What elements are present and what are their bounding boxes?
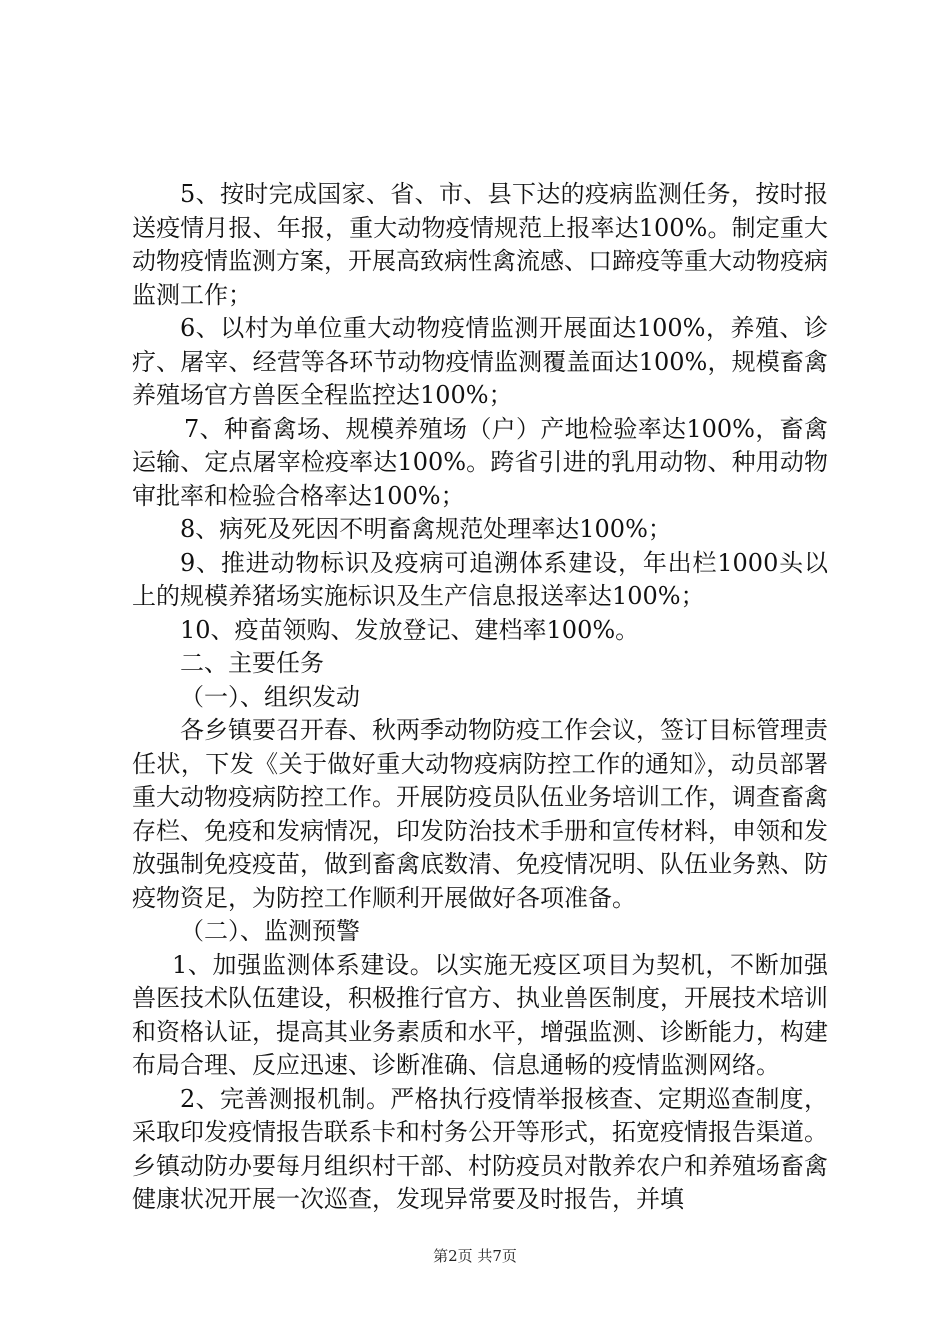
section-heading-main-tasks: 二、主要任务: [180, 649, 324, 677]
subsection-heading-monitoring: （二）、监测预警: [180, 917, 360, 945]
paragraph-item-5: 5、按时完成国家、省、市、县下达的疫病监测任务，按时报送疫情月报、年报，重大动物疫情规范上报率达100%。制定重大动物疫情监测方案，开展高致病性禽流感、口蹄疫等重大动物疫病监测工作；: [132, 180, 828, 309]
document-body: [132, 178, 828, 1217]
page-number-label: 第2页 共7页: [433, 1247, 517, 1265]
paragraph-organize: 各乡镇要召开春、秋两季动物防疫工作会议，签订目标管理责任状，下发《关于做好重大动物疫病防控工作的通知》，动员部署重大动物疫病防控工作。开展防疫员队伍业务培训工作，调查畜禽存栏、免疫和发病情况，印发防治技术手册和宣传材料，申领和发放强制免疫疫苗，做到畜禽底数清、免疫情况明、队伍业务熟、防疫物资足，为防控工作顺利开展做好各项准备。: [132, 716, 828, 912]
page-footer: [0, 1245, 950, 1266]
paragraph-item-9: 9、推进动物标识及疫病可追溯体系建设，年出栏1000头以上的规模养猪场实施标识及生产信息报送率达100%；: [132, 548, 828, 610]
subsection-heading-organize: （一）、组织发动: [180, 682, 360, 711]
paragraph-item-10: 10、疫苗领购、发放登记、建档率100%。: [180, 615, 640, 644]
paragraph-monitoring-2: 2、完善测报机制。严格执行疫情举报核查、定期巡查制度，采取印发疫情报告联系卡和村务公开等形式，拓宽疫情报告渠道。乡镇动防办要每月组织村干部、村防疫员对散养农户和养殖场畜禽健康状况开展一次巡查，发现异常要及时报告，并填: [132, 1084, 828, 1213]
paragraph-item-8: 8、病死及死因不明畜禽规范处理率达100%；: [180, 515, 672, 543]
paragraph-item-7: 7、种畜禽场、规模养殖场（户）产地检验率达100%，畜禽运输、定点屠宰检疫率达100%。跨省引进的乳用动物、种用动物审批率和检验合格率达100%；: [132, 414, 828, 510]
paragraph-item-6: 6、以村为单位重大动物疫情监测开展面达100%，养殖、诊疗、屠宰、经营等各环节动物疫情监测覆盖面达100%，规模畜禽养殖场官方兽医全程监控达100%；: [132, 314, 828, 409]
paragraph-monitoring-1: 1、加强监测体系建设。以实施无疫区项目为契机，不断加强兽医技术队伍建设，积极推行官方、执业兽医制度，开展技术培训和资格认证，提高其业务素质和水平，增强监测、诊断能力，构建布局合理、反应迅速、诊断准确、信息通畅的疫情监测网络。: [132, 950, 828, 1079]
